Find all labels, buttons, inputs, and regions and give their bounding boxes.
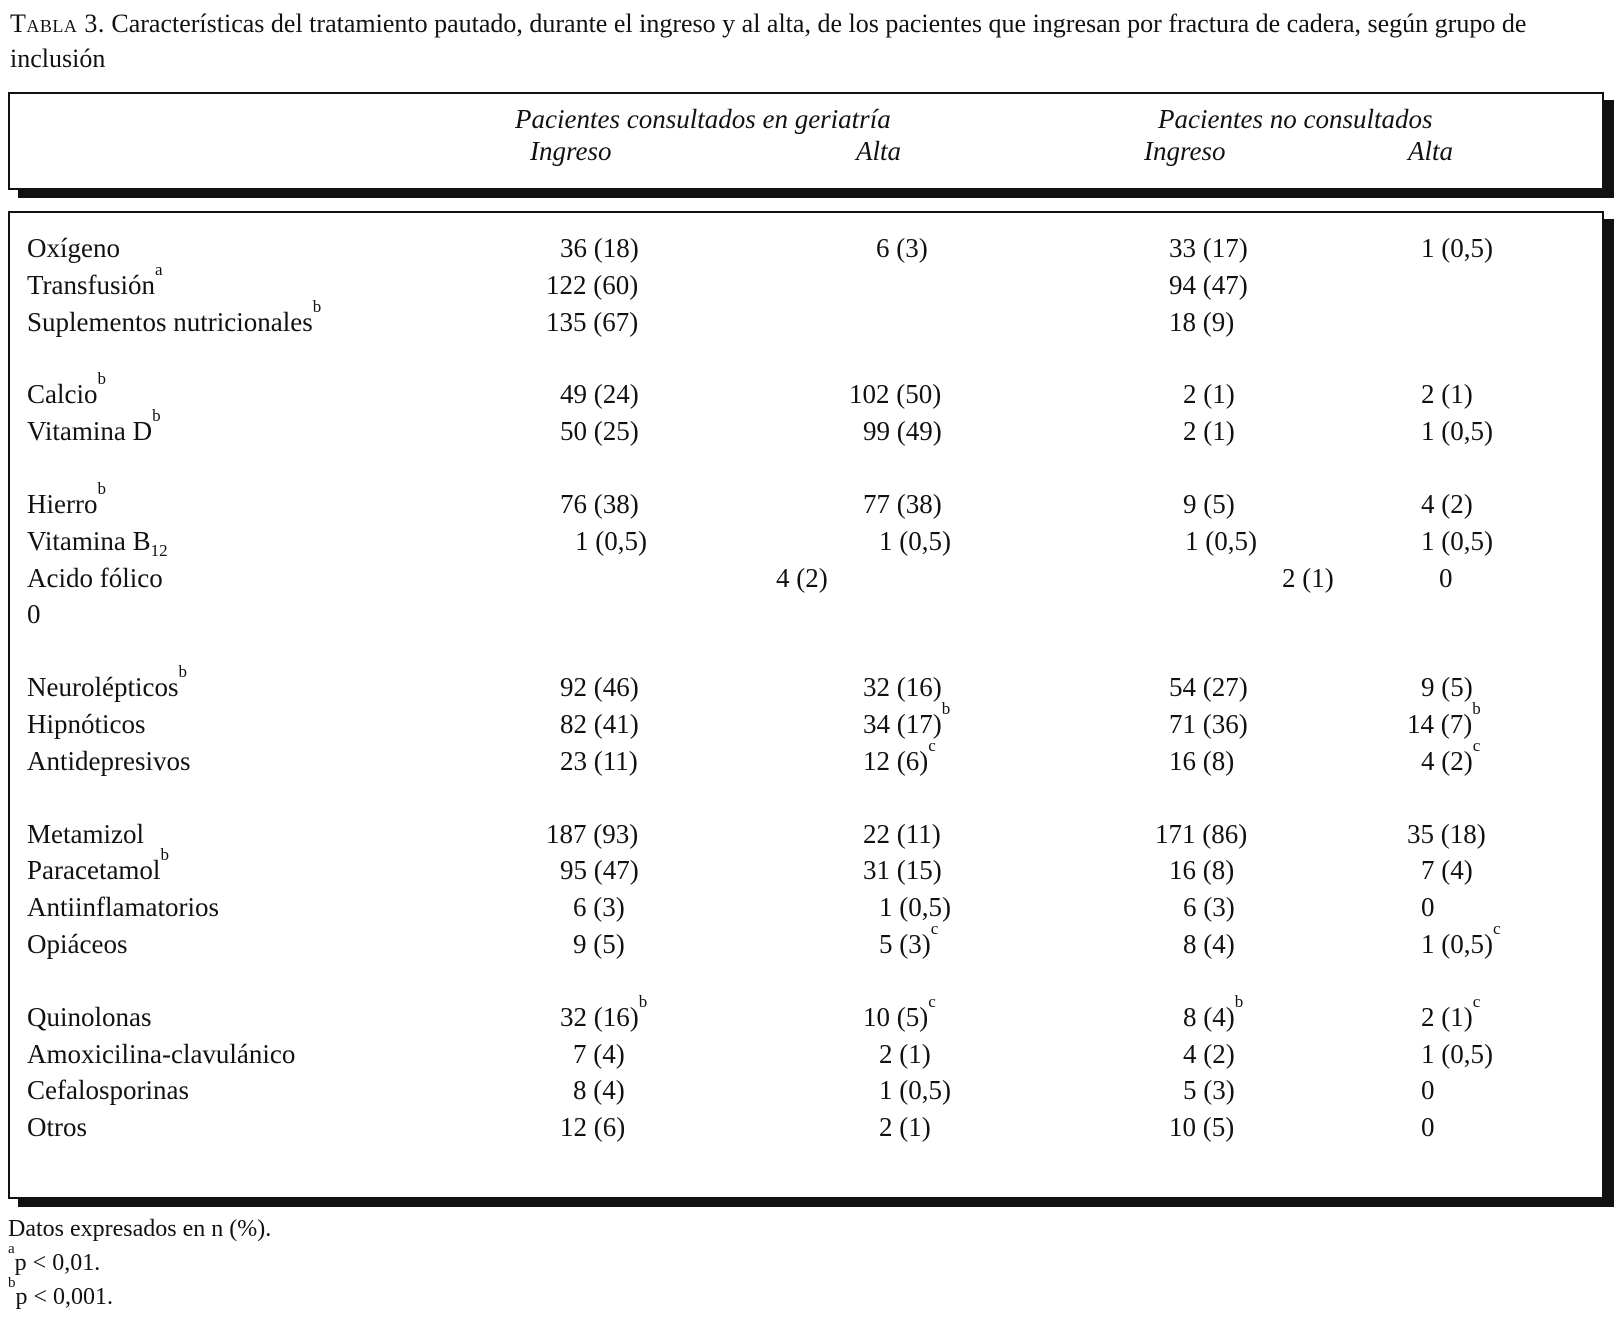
cell-noconsultados-alta: 4 (2) <box>1421 488 1473 519</box>
cell-consultados-alta: 1 (0,5) <box>879 1075 951 1106</box>
cell-consultados-alta: 77 (38) <box>863 488 942 519</box>
cell-noconsultados-alta: 14 $(7)^b$ <box>1407 698 1481 739</box>
cell-noconsultados-alta: 1 (0,5) <box>1421 1038 1493 1069</box>
cell-consultados-ingreso: 36 (18) <box>560 233 639 263</box>
group-no-consultados-heading: Pacientes no consultados <box>1158 104 1433 134</box>
cell-consultados-ingreso: 7 (4) <box>573 1038 625 1069</box>
cell-noconsultados-ingreso: 2 (1) <box>1183 416 1235 447</box>
cell-noconsultados-alta: 0 <box>1421 1075 1435 1106</box>
table-row <box>27 596 1587 633</box>
row-label: Metamizol <box>27 818 144 849</box>
table-number: Tabla 3. <box>10 9 105 38</box>
row-label: Paracetamol$^b$ <box>27 845 169 886</box>
cell-consultados-ingreso: 23 (11) <box>560 745 638 776</box>
table-row <box>27 1036 1587 1073</box>
cell-consultados-ingreso: 6 (3) <box>573 892 625 923</box>
cell-noconsultados-ingreso: 10 (5) <box>1169 1112 1235 1143</box>
row-label: Vitamina $D^b$ <box>27 406 161 447</box>
col-alta-2: Alta <box>1408 136 1453 166</box>
cell-noconsultados-alta: 1 (0,5) <box>1421 233 1493 263</box>
row-label: Acido fólico <box>27 562 163 593</box>
cell-noconsultados-ingreso: 16 (8) <box>1169 745 1235 776</box>
table-row <box>27 845 1587 889</box>
cell-consultados-alta: 34 $(17)^b$ <box>863 698 951 739</box>
cell-noconsultados-ingreso: 16 (8) <box>1169 855 1235 886</box>
row-label: Opiáceos <box>27 928 128 959</box>
row-label: Amoxicilina-clavulánico <box>27 1038 296 1069</box>
row-label: Transfusión$^a$ <box>27 259 163 300</box>
col-ingreso-1: Ingreso <box>530 136 612 166</box>
cell-noconsultados-alta: 1 (0,5) <box>1421 416 1493 447</box>
cell-noconsultados-alta: 9 (5) <box>1421 672 1473 703</box>
cell-noconsultados-ingreso: 2 (1) <box>1282 562 1334 593</box>
row-label: Hipnóticos <box>27 708 146 739</box>
table-row <box>27 1109 1587 1146</box>
cell-consultados-ingreso: 82 (41) <box>560 708 639 739</box>
cell-noconsultados-ingreso: 171 (86) <box>1155 818 1248 849</box>
cell-consultados-ingreso: 9 (5) <box>573 928 625 959</box>
cell-noconsultados-ingreso: 6 (3) <box>1183 892 1235 923</box>
footnote-a: $^a$p < 0,01. <box>8 1241 101 1276</box>
table-row <box>27 816 1587 853</box>
cell-noconsultados-ingreso: 2 (1) <box>1183 379 1235 410</box>
cell-noconsultados-alta: 4 $(2)^c$ <box>1421 735 1481 776</box>
caption-text: Características del tratamiento pautado, durante el ingreso y al alta, de los pacientes que ingresan por fractura de cadera, según grupo de inclusión <box>10 9 1527 73</box>
cell-noconsultados-alta: 1 (0,5) <box>1421 525 1493 556</box>
table-row <box>27 991 1587 1036</box>
table-row <box>27 296 1587 341</box>
cell-consultados-ingreso: 95 (47) <box>560 855 639 886</box>
row-label: Quinolonas <box>27 1001 152 1032</box>
row-label: Antiinflamatorios <box>27 892 219 923</box>
cell-noconsultados-alta: 1 $(0,5)^c$ <box>1421 918 1501 959</box>
table-row <box>27 369 1587 413</box>
cell-consultados-ingreso: 187 (93) <box>546 818 639 849</box>
table-row <box>27 560 1587 597</box>
col-ingreso-2: Ingreso <box>1144 136 1226 166</box>
table-row <box>27 230 1587 267</box>
cell-noconsultados-ingreso: 94 (47) <box>1169 269 1248 300</box>
cell-consultados-ingreso: 4 (2) <box>776 562 828 593</box>
table-body <box>8 211 1604 1199</box>
table-row <box>27 406 1587 450</box>
cell-consultados-ingreso: 1 (0,5) <box>575 525 647 556</box>
row-label: Cefalosporinas <box>27 1075 189 1106</box>
cell-noconsultados-ingreso: 71 (36) <box>1169 708 1248 739</box>
row-label: Neurolépticos$^b$ <box>27 662 187 703</box>
cell-consultados-ingreso: 50 (25) <box>560 416 639 447</box>
cell-noconsultados-alta: 35 (18) <box>1407 818 1486 849</box>
cell-consultados-alta: 1 (0,5) <box>879 892 951 923</box>
cell-consultados-ingreso: 12 (6) <box>560 1112 626 1143</box>
cell-consultados-alta: 2 (1) <box>879 1112 931 1143</box>
cell-noconsultados-ingreso: 8 $(4)^b$ <box>1183 991 1244 1032</box>
cell-consultados-alta: 1 (0,5) <box>879 525 951 556</box>
table-row <box>27 1072 1587 1109</box>
row-label: Otros <box>27 1112 87 1143</box>
cell-noconsultados-alta: 7 (4) <box>1421 855 1473 886</box>
row-label: Oxígeno <box>27 233 120 263</box>
table-row <box>27 478 1587 523</box>
cell-consultados-alta: 5 $(3)^c$ <box>879 918 939 959</box>
row-label: Calcio$^b$ <box>27 369 106 410</box>
table-caption <box>10 6 1590 76</box>
table-footnotes <box>8 1212 271 1314</box>
table-header <box>8 92 1604 190</box>
cell-consultados-alta: 31 (15) <box>863 855 942 886</box>
cell-consultados-ingreso: 122 (60) <box>546 269 639 300</box>
cell-consultados-alta: 102 (50) <box>849 379 942 410</box>
cell-consultados-alta: 2 (1) <box>879 1038 931 1069</box>
table-row <box>27 735 1587 780</box>
cell-noconsultados-ingreso: 18 (9) <box>1169 306 1235 337</box>
cell-noconsultados-alta: 2 (1) <box>1421 379 1473 410</box>
table-row <box>27 259 1587 304</box>
table-row <box>27 918 1587 963</box>
cell-noconsultados-ingreso: 4 (2) <box>1183 1038 1235 1069</box>
row-label: Suplementos nutricionales$^b$ <box>27 296 322 337</box>
group-consultados-heading: Pacientes consultados en geriatría <box>515 104 891 134</box>
cell-consultados-ingreso: 135 (67) <box>546 306 639 337</box>
cell-noconsultados-ingreso: 5 (3) <box>1183 1075 1235 1106</box>
row-label: Antidepresivos <box>27 745 191 776</box>
footnote-b: $^b$p < 0,001. <box>8 1275 114 1310</box>
col-alta-1: Alta <box>856 136 901 166</box>
table-row <box>27 889 1587 926</box>
cell-noconsultados-ingreso: 1 (0,5) <box>1185 525 1257 556</box>
cell-noconsultados-ingreso: 54 (27) <box>1169 672 1248 703</box>
cell-noconsultados-alta: 0 <box>1439 562 1453 593</box>
cell-consultados-ingreso: 92 (46) <box>560 672 639 703</box>
cell-noconsultados-ingreso: 33 (17) <box>1169 233 1248 263</box>
row-wrap-value: 0 <box>27 599 41 630</box>
cell-noconsultados-alta: 0 <box>1421 892 1435 923</box>
cell-noconsultados-ingreso: 9 (5) <box>1183 488 1235 519</box>
cell-consultados-alta: 10 $(5)^c$ <box>863 991 936 1032</box>
cell-consultados-ingreso: 49 (24) <box>560 379 639 410</box>
cell-consultados-alta: 6 (3) <box>876 233 928 263</box>
table-row <box>27 523 1587 560</box>
cell-consultados-ingreso: 8 (4) <box>573 1075 625 1106</box>
footnote-data: Datos expresados en n (%). <box>8 1216 272 1242</box>
cell-consultados-ingreso: 76 (38) <box>560 488 639 519</box>
row-label: Hierro$^b$ <box>27 478 106 519</box>
cell-consultados-alta: 99 (49) <box>863 416 942 447</box>
cell-consultados-alta: 12 $(6)^c$ <box>863 735 936 776</box>
cell-noconsultados-alta: 0 <box>1421 1112 1435 1143</box>
cell-noconsultados-alta: 2 $(1)^c$ <box>1421 991 1481 1032</box>
table-row <box>27 662 1587 706</box>
cell-consultados-ingreso: 32 $(16)^b$ <box>560 991 648 1032</box>
table-row <box>27 698 1587 743</box>
cell-consultados-alta: 32 (16) <box>863 672 942 703</box>
cell-noconsultados-ingreso: 8 (4) <box>1183 928 1235 959</box>
row-label: Vitamina $B_{12}$ <box>27 525 168 560</box>
cell-consultados-alta: 22 (11) <box>863 818 941 849</box>
